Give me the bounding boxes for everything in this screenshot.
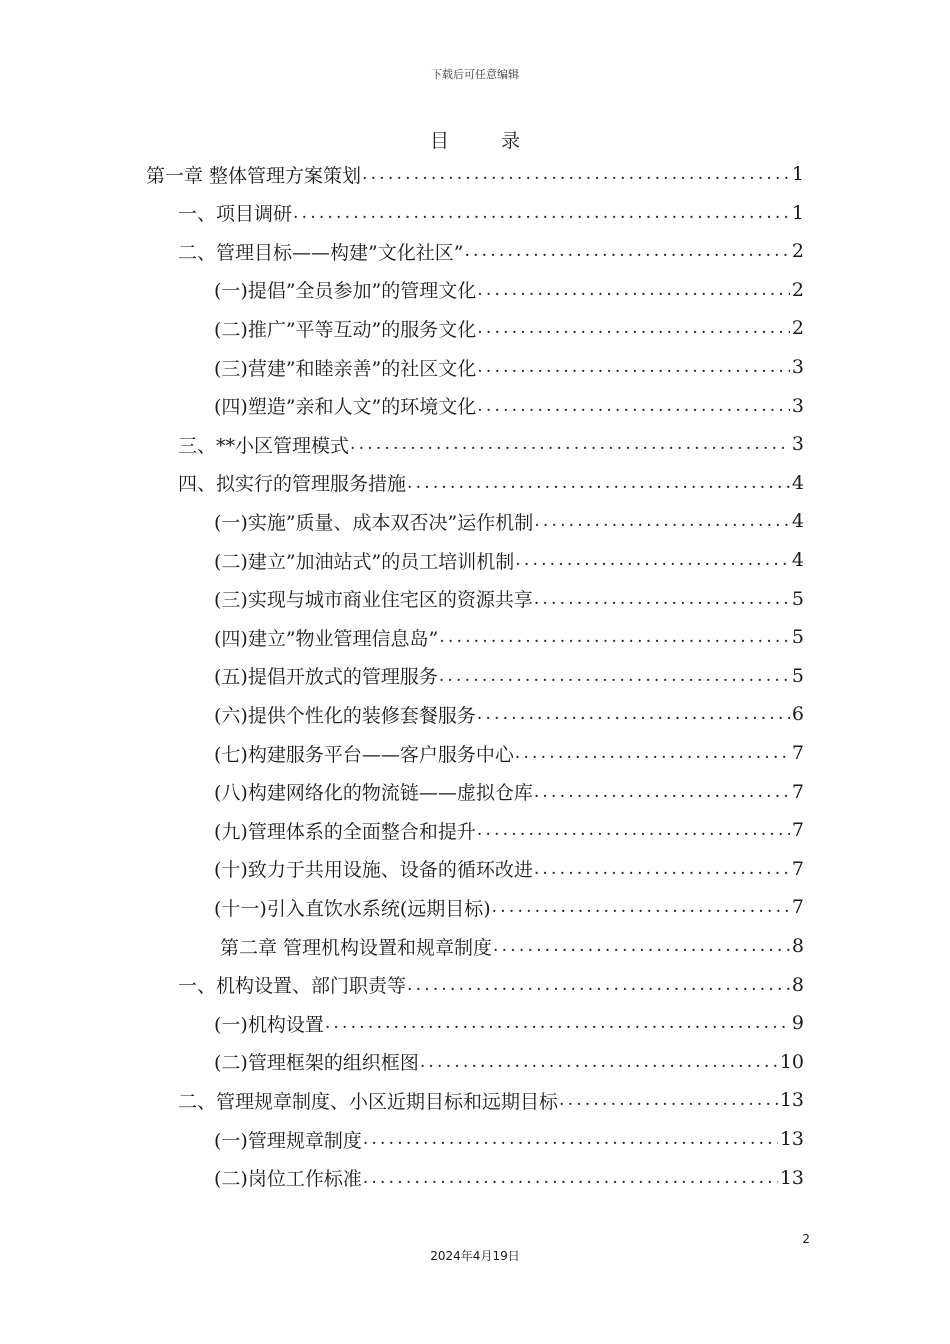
toc-entry-title: 二、管理规章制度、小区近期目标和远期目标 <box>178 1090 559 1113</box>
toc-leader-dots <box>406 975 790 995</box>
toc-entry-title: 三、**小区管理模式 <box>178 434 350 457</box>
toc-entry-title: 第二章 管理机构设置和规章制度 <box>220 936 493 959</box>
toc-leader-dots <box>533 511 790 531</box>
toc-leader-dots <box>558 1090 778 1110</box>
toc-entry[interactable] <box>214 811 804 849</box>
toc-entry[interactable] <box>214 1043 804 1081</box>
toc-entry-title: (二)管理框架的组织框图 <box>214 1052 419 1075</box>
toc-entry-page: 9 <box>791 1012 804 1035</box>
toc-entry-title: (一)提倡”全员参加”的管理文化 <box>214 280 477 303</box>
toc-entry-page: 2 <box>791 278 804 301</box>
toc-entry-title: (八)构建网络化的物流链——虚拟仓库 <box>214 782 533 805</box>
toc-entry-title: (二)岗位工作标准 <box>214 1168 362 1191</box>
toc-entry-page: 3 <box>791 433 804 456</box>
toc-entry[interactable] <box>214 695 804 733</box>
toc-entry[interactable] <box>214 1004 804 1042</box>
toc-entry-title: (十)致力于共用设施、设备的循环改进 <box>214 859 533 882</box>
toc-entry[interactable] <box>214 271 804 309</box>
toc-entry-title: (六)提供个性化的装修套餐服务 <box>214 704 476 727</box>
toc-leader-dots <box>438 627 790 647</box>
toc-entry-title: 一、机构设置、部门职责等 <box>178 975 407 998</box>
toc-entry-page: 7 <box>791 819 804 842</box>
toc-entry[interactable] <box>214 502 804 540</box>
toc-leader-dots <box>514 743 790 763</box>
toc-leader-dots <box>533 589 790 609</box>
header-note: 下载后可任意编辑 <box>431 68 519 81</box>
toc-entry[interactable] <box>178 464 804 502</box>
toc-entry[interactable] <box>178 232 804 270</box>
toc-leader-dots <box>492 936 790 956</box>
toc-entry-page: 4 <box>791 471 804 494</box>
toc-leader-dots <box>362 1129 778 1149</box>
toc-entry[interactable] <box>214 1159 804 1197</box>
toc-entry-page: 5 <box>791 664 804 687</box>
toc-entry-title: (五)提倡开放式的管理服务 <box>214 666 438 689</box>
toc-title-part-1: 目 <box>429 130 449 152</box>
toc-leader-dots <box>362 1168 778 1188</box>
toc-entry-page: 7 <box>791 742 804 764</box>
toc-entry[interactable] <box>214 888 804 926</box>
toc-entry[interactable] <box>214 734 804 772</box>
toc-leader-dots <box>476 396 790 416</box>
toc-entry[interactable] <box>214 309 804 347</box>
toc-entry-title: 四、拟实行的管理服务措施 <box>178 473 407 496</box>
toc-entry-title: (九)管理体系的全面整合和提升 <box>214 820 476 843</box>
toc-leader-dots <box>361 164 790 184</box>
toc-leader-dots <box>533 859 790 879</box>
toc-entry-title: (一)机构设置 <box>214 1013 324 1036</box>
toc-leader-dots <box>476 357 790 377</box>
toc-entry[interactable] <box>220 927 804 965</box>
toc-entry[interactable] <box>214 541 804 579</box>
toc-entry-page: 7 <box>791 896 804 919</box>
toc-title <box>0 126 950 153</box>
toc-leader-dots <box>476 820 790 840</box>
toc-leader-dots <box>514 550 790 570</box>
toc-entry[interactable] <box>214 618 804 656</box>
toc-entry[interactable] <box>146 155 804 193</box>
toc-entry[interactable] <box>214 773 804 811</box>
toc-leader-dots <box>292 203 790 223</box>
toc-entry-title: (一)管理规章制度 <box>214 1129 362 1152</box>
toc-entry[interactable] <box>214 657 804 695</box>
toc-entry-page: 8 <box>791 973 804 996</box>
toc-entry[interactable] <box>214 850 804 888</box>
toc-entry-title: (三)营建”和睦亲善”的社区文化 <box>214 357 477 380</box>
toc-entry-title: (三)实现与城市商业住宅区的资源共享 <box>214 589 533 612</box>
toc-entry-title: (四)建立”物业管理信息岛” <box>214 627 439 650</box>
footer-date: 2024年4月19日 <box>430 1249 520 1263</box>
toc-entry-page: 8 <box>791 935 804 957</box>
toc-entry[interactable] <box>214 580 804 618</box>
toc-entry-page: 13 <box>779 1128 804 1150</box>
toc-entry[interactable] <box>178 194 804 232</box>
toc-leader-dots <box>438 666 790 686</box>
toc-entry-page: 1 <box>791 201 804 224</box>
toc-entry-title: (七)构建服务平台——客户服务中心 <box>214 743 514 766</box>
toc-entry[interactable] <box>214 1120 804 1158</box>
toc-entry-page: 3 <box>791 394 804 417</box>
toc-entry-page: 5 <box>791 587 804 610</box>
toc-entry-page: 13 <box>779 1166 804 1189</box>
toc-leader-dots <box>476 318 790 338</box>
toc-entry-page: 2 <box>791 317 804 340</box>
toc-entry-title: 一、项目调研 <box>178 203 293 226</box>
toc-title-part-2: 录 <box>501 130 521 152</box>
toc-entry-title: (一)实施”质量、成本双否决”运作机制 <box>214 511 534 534</box>
toc-leader-dots <box>476 280 790 300</box>
toc-entry-page: 2 <box>791 240 804 263</box>
toc-entry-page: 4 <box>791 549 804 571</box>
toc-entry-page: 7 <box>791 857 804 880</box>
toc-entry-title: (四)塑造”亲和人文”的环境文化 <box>214 396 477 419</box>
toc-entry[interactable] <box>178 425 804 463</box>
toc-entry-page: 7 <box>791 780 804 803</box>
toc-entry-title: 第一章 整体管理方案策划 <box>146 164 362 187</box>
toc-entry[interactable] <box>178 966 804 1004</box>
toc-entry-page: 6 <box>791 703 804 726</box>
toc-entry[interactable] <box>178 1081 804 1119</box>
toc-entry-page: 10 <box>779 1050 804 1073</box>
toc-entry-title: (二)建立”加油站式”的员工培训机制 <box>214 550 515 573</box>
toc-leader-dots <box>419 1052 778 1072</box>
toc-entry-page: 5 <box>791 626 804 649</box>
toc-leader-dots <box>533 782 790 802</box>
toc-entry-title: (十一)引入直饮水系统(远期目标) <box>214 897 491 920</box>
toc-leader-dots <box>491 897 790 917</box>
page-number: 2 <box>802 1232 810 1246</box>
toc-entry-title: (二)推广”平等互动”的服务文化 <box>214 318 477 341</box>
toc-leader-dots <box>349 434 790 454</box>
toc-leader-dots <box>406 473 790 493</box>
toc-entry-page: 3 <box>791 356 804 378</box>
toc-entry-page: 13 <box>779 1089 804 1112</box>
toc-entry[interactable] <box>214 348 804 386</box>
toc-leader-dots <box>324 1013 790 1033</box>
toc-entry[interactable] <box>214 387 804 425</box>
toc-leader-dots <box>476 704 790 724</box>
toc-leader-dots <box>463 241 789 261</box>
toc-entry-page: 1 <box>791 163 804 185</box>
toc-entry-page: 4 <box>791 510 804 533</box>
toc-entry-title: 二、管理目标——构建”文化社区” <box>178 241 464 264</box>
